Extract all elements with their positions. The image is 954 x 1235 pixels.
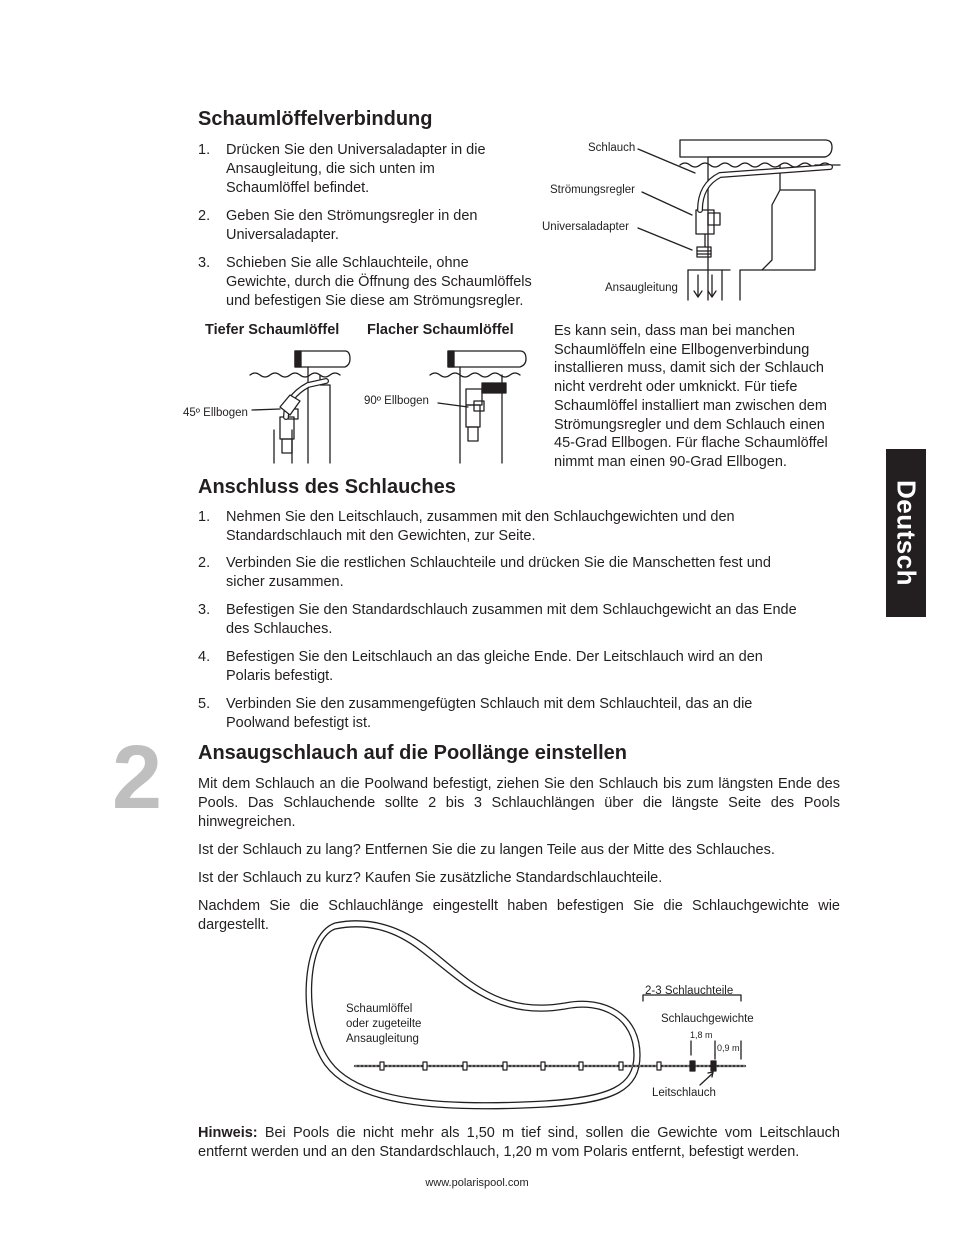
label-skimmer-or-suction: Schaumlöffel oder zugeteilte Ansaugleitung	[346, 1003, 422, 1045]
note-label: Hinweis:	[198, 1125, 258, 1141]
deep-skimmer-diagram	[250, 345, 350, 465]
flat-skimmer-diagram	[430, 345, 530, 465]
label-flat-skimmer: Flacher Schaumlöffel	[367, 322, 514, 338]
label-flow-regulator: Strömungsregler	[550, 184, 636, 196]
label-hose-parts: 2-3 Schlauchteile	[645, 985, 734, 997]
step-number: 2	[112, 728, 163, 828]
label-lead-hose: Leitschlauch	[652, 1087, 716, 1099]
label-distance-0-9: 0,9 m	[717, 1043, 740, 1053]
label-distance-1-8: 1,8 m	[690, 1030, 713, 1040]
label-hose: Schlauch	[588, 142, 636, 154]
elbow-note: Es kann sein, dass man bei manchen Schaumlöffeln eine Ellbogenverbindung installieren muss, damit sich der Schlauch nicht verdreht oder umknickt. Für tiefe Schaumlöffel installiert man zwischen dem Strömungsregler und dem Schlauch einen 45-Grad Ellbogen. Für flache Schaumlöffel nimmt man einen 90-Grad Ellbogen.	[554, 323, 828, 470]
section-title-hose-length: Ansaugschlauch auf die Poollänge einstellen	[198, 742, 627, 764]
language-tab	[886, 449, 926, 617]
language-tab-label: Deutsch	[891, 479, 922, 587]
note-paragraph	[198, 1124, 840, 1162]
label-elbow-90: 90º Ellbogen	[364, 395, 429, 407]
label-suction-line: Ansaugleitung	[605, 282, 678, 294]
note-text: Bei Pools die nicht mehr als 1,50 m tief sind, sollen die Gewichte vom Leitschlauch entfernt werden und an den Standardschlauch, 1,20 m vom Polaris entfernt, befestigt werden.	[198, 1125, 840, 1160]
label-deep-skimmer: Tiefer Schaumlöffel	[205, 322, 340, 338]
hose-length-paragraph-1: Mit dem Schlauch an die Poolwand befestigt, ziehen Sie den Schlauch bis zum längsten Ende des Pools. Das Schlauchende sollte 2 bis 3 Schlauchlängen über die längste Seite des Pools hinwegreichen.	[198, 776, 840, 830]
section-title-hose-connection: Anschluss des Schlauches	[198, 476, 456, 498]
hose-length-paragraph-3: Ist der Schlauch zu kurz? Kaufen Sie zusätzliche Standardschlauchteile.	[198, 870, 663, 886]
hose-length-paragraph-2: Ist der Schlauch zu lang? Entfernen Sie die zu langen Teile aus der Mitte des Schlauches.	[198, 842, 775, 858]
label-hose-weights: Schlauchgewichte	[661, 1013, 754, 1025]
label-universal-adapter: Universaladapter	[542, 221, 629, 233]
section-title-skimmer-connection: Schaumlöffelverbindung	[198, 108, 433, 130]
footer-url: www.polarispool.com	[425, 1177, 529, 1189]
hose-length-paragraph-4: Nachdem Sie die Schlauchlänge eingestellt haben befestigen Sie die Schlauchgewichte wie dargestellt.	[198, 898, 840, 933]
label-elbow-45: 45º Ellbogen	[183, 407, 248, 419]
